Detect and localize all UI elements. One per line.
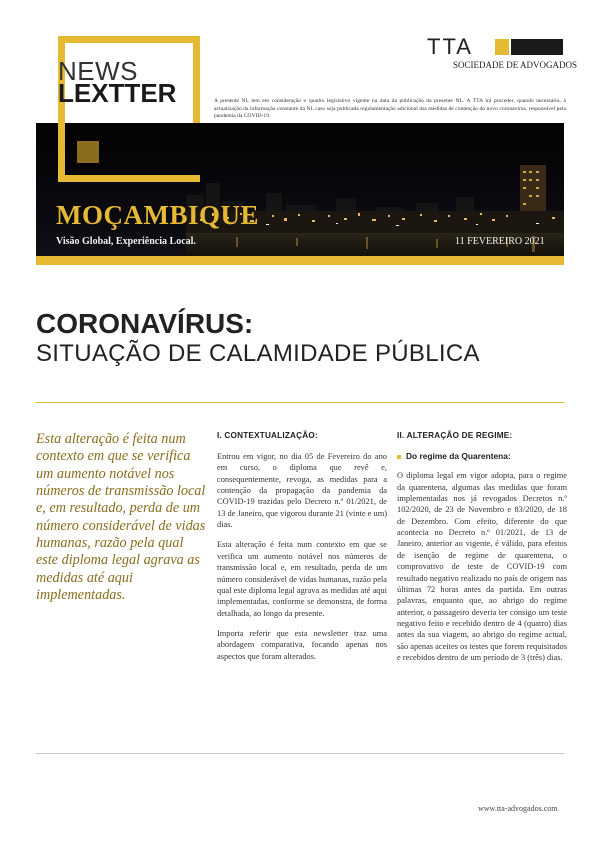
paragraph: Entrou em vigor, no dia 05 de Fevereiro do ano em curso, o diploma que revê e, consequentemente, revoga, as medidas para a contenção da propagação da pandemia da COVID-19 trazidas pelo Decreto n.º 01/2021, de 13 de Janeiro, que vigorou durante 21 (vinte e um) dias. bbox=[217, 452, 387, 530]
firm-name: TTA bbox=[427, 34, 473, 59]
footer-website-link[interactable]: www.tta-advogados.com bbox=[478, 804, 558, 813]
divider-bottom bbox=[36, 753, 564, 754]
section-alteracao-de-regime bbox=[397, 430, 567, 672]
firm-subtitle: SOCIEDADE DE ADVOGADOS bbox=[453, 60, 578, 70]
publication-date: 11 FEVEREIRO 2021 bbox=[455, 236, 545, 247]
bullet-icon bbox=[397, 455, 401, 459]
divider-top bbox=[36, 402, 564, 403]
country-name: MOÇAMBIQUE bbox=[56, 200, 259, 230]
subsection-heading bbox=[397, 451, 567, 462]
section-heading: II. ALTERAÇÃO DE REGIME: bbox=[397, 431, 513, 440]
newsletter-logo-frame-right bbox=[193, 36, 200, 132]
banner-frame-left bbox=[58, 123, 65, 182]
tagline: Visão Global, Experiência Local. bbox=[56, 236, 196, 247]
firm-logo-gold-block bbox=[495, 39, 509, 55]
pull-quote: Esta alteração é feita num contexto em que se verifica um aumento notável nos números de transmissão local e, em resultado, perda de um número considerável de vidas humanas, razão pela qual este diploma legal agrava as medidas até aqui implementadas. bbox=[36, 431, 206, 603]
disclaimer-text: A presente NL tem em consideração o quadro legislativo vigente na data da publicação da presente NL. A TTA irá proceder, quando necessário, à actualização da informação constante da NL caso seja publicada regulamentação adicional das medidas de contenção do novo coronavírus, responsável pela pandemia da COVID-19. bbox=[214, 98, 566, 120]
banner-gold-square bbox=[77, 141, 99, 163]
banner-frame-bottom bbox=[58, 175, 200, 182]
newsletter-logo-word-lextter: LEXTTER bbox=[58, 78, 177, 108]
page-subtitle: SITUAÇÃO DE CALAMIDADE PÚBLICA bbox=[36, 340, 480, 367]
paragraph: O diploma legal em vigor adopta, para o regime da quarentena, algumas das medidas que foram implementadas nos já revogados Decretos n.º 102/2020, de 23 de Novembro e 83/2020, de 18 de Dezembro. Com efeito, diferente do que acontecia no Decreto n.º 01/2021, de 13 de Janeiro, anterior ao vigente, é válido, para efeitos de isenção de regime de quarentena, o comprovativo de teste de COVID-19 com resultado negativo realizado no país de origem nas últimas 72 horas antes da partida. Em outras palavras, enquanto que, ao abrigo do regime anterior, o passageiro deveria ter consigo um teste negativo feito e recebido dentro de 4 (quatro) dias antes da sua viagem, ao abrigo do regime actual, são apenas aceites os testes que forem requisitados e recebidos dentro de um período de 3 (três) dias. bbox=[397, 471, 568, 662]
newsletter-logo-word-news: NEWS bbox=[58, 56, 138, 86]
section-contextualizacao bbox=[217, 430, 387, 671]
banner-gold-underline bbox=[36, 256, 564, 265]
page-title: CORONAVÍRUS: bbox=[36, 308, 254, 339]
paragraph: Importa referir que esta newsletter traz uma abordagem comparativa, focando apenas nos aspectos que foram alterados. bbox=[217, 628, 387, 661]
firm-logo-dark-bar bbox=[511, 39, 563, 55]
subsection-label: Do regime da Quarentena: bbox=[406, 451, 511, 462]
paragraph: Esta alteração é feita num contexto em que se verifica um aumento notável nos números de transmissão local e, em resultado, perda de um número considerável de vidas humanas, razão pela qual este diploma legal agrava as medidas até aqui implementadas, conforme se demonstra, de forma detalhada, ao longo da presente. bbox=[217, 540, 387, 618]
section-heading: I. CONTEXTUALIZAÇÃO: bbox=[217, 431, 318, 440]
